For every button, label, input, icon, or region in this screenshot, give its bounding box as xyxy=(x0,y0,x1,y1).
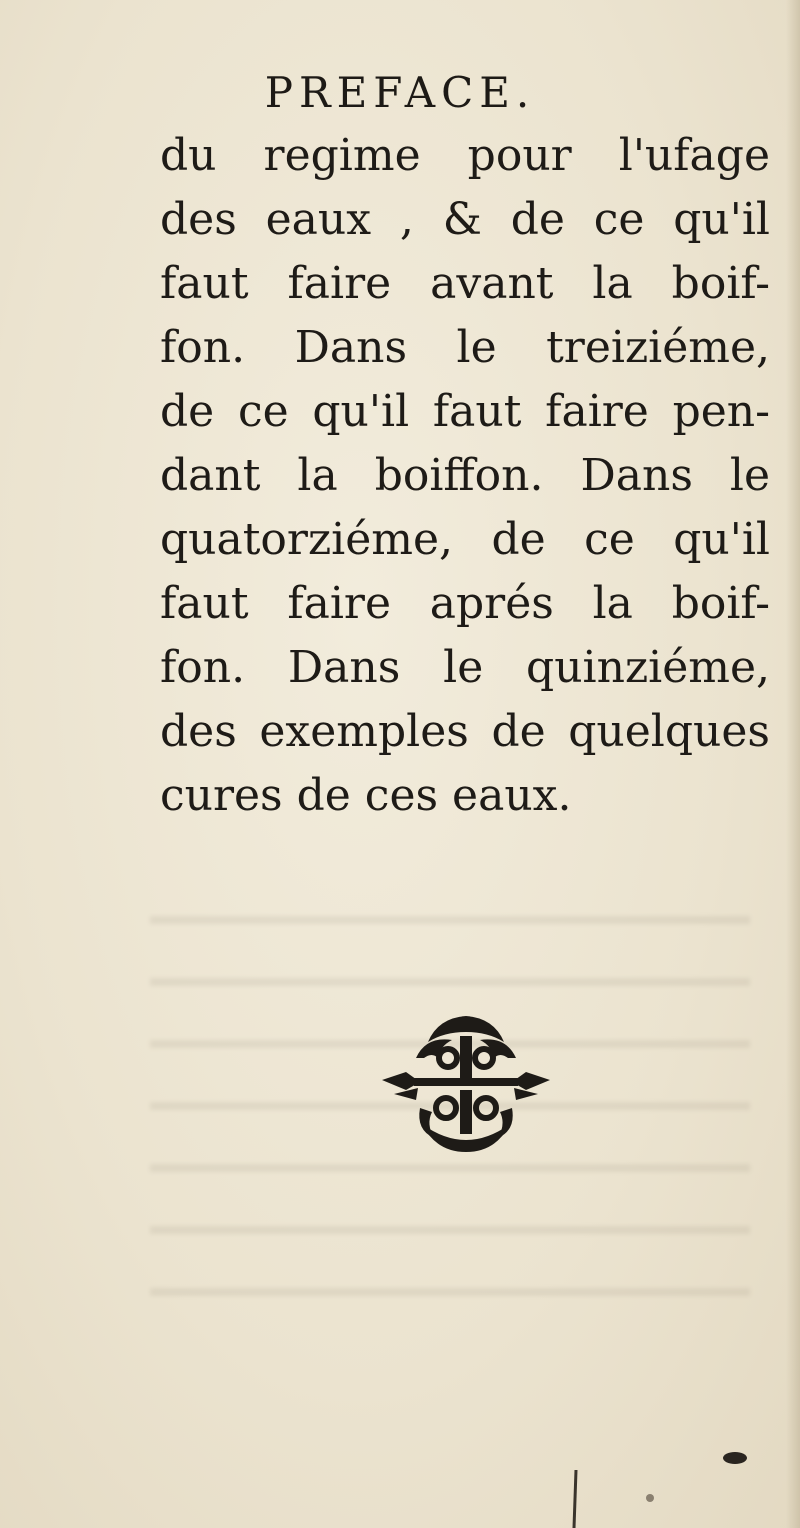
body-text xyxy=(160,124,770,828)
printer-fleuron-ornament-icon xyxy=(376,1012,556,1156)
text-line: des eaux , & de ce qu'il xyxy=(160,194,770,245)
text-line: cures de ces eaux. xyxy=(160,770,572,821)
text-line: fon. Dans le quinziéme, xyxy=(160,642,770,693)
page-edge-shadow xyxy=(786,0,800,1528)
text-line: faut faire avant la boif- xyxy=(160,258,770,309)
ink-speck xyxy=(640,1488,660,1508)
text-line: fon. Dans le treiziéme, xyxy=(160,322,770,373)
text-line: dant la boiffon. Dans le xyxy=(160,450,770,501)
text-line: des exemples de quelques xyxy=(160,706,770,757)
text-line: du regime pour l'ufage xyxy=(160,130,770,181)
ink-speck xyxy=(720,1448,750,1468)
paper-mark xyxy=(566,1470,586,1528)
text-line: de ce qu'il faut faire pen- xyxy=(160,386,770,437)
running-head: PREFACE. xyxy=(264,68,536,117)
text-line: faut faire aprés la boif- xyxy=(160,578,770,629)
text-line: quatorziéme, de ce qu'il xyxy=(160,514,770,565)
